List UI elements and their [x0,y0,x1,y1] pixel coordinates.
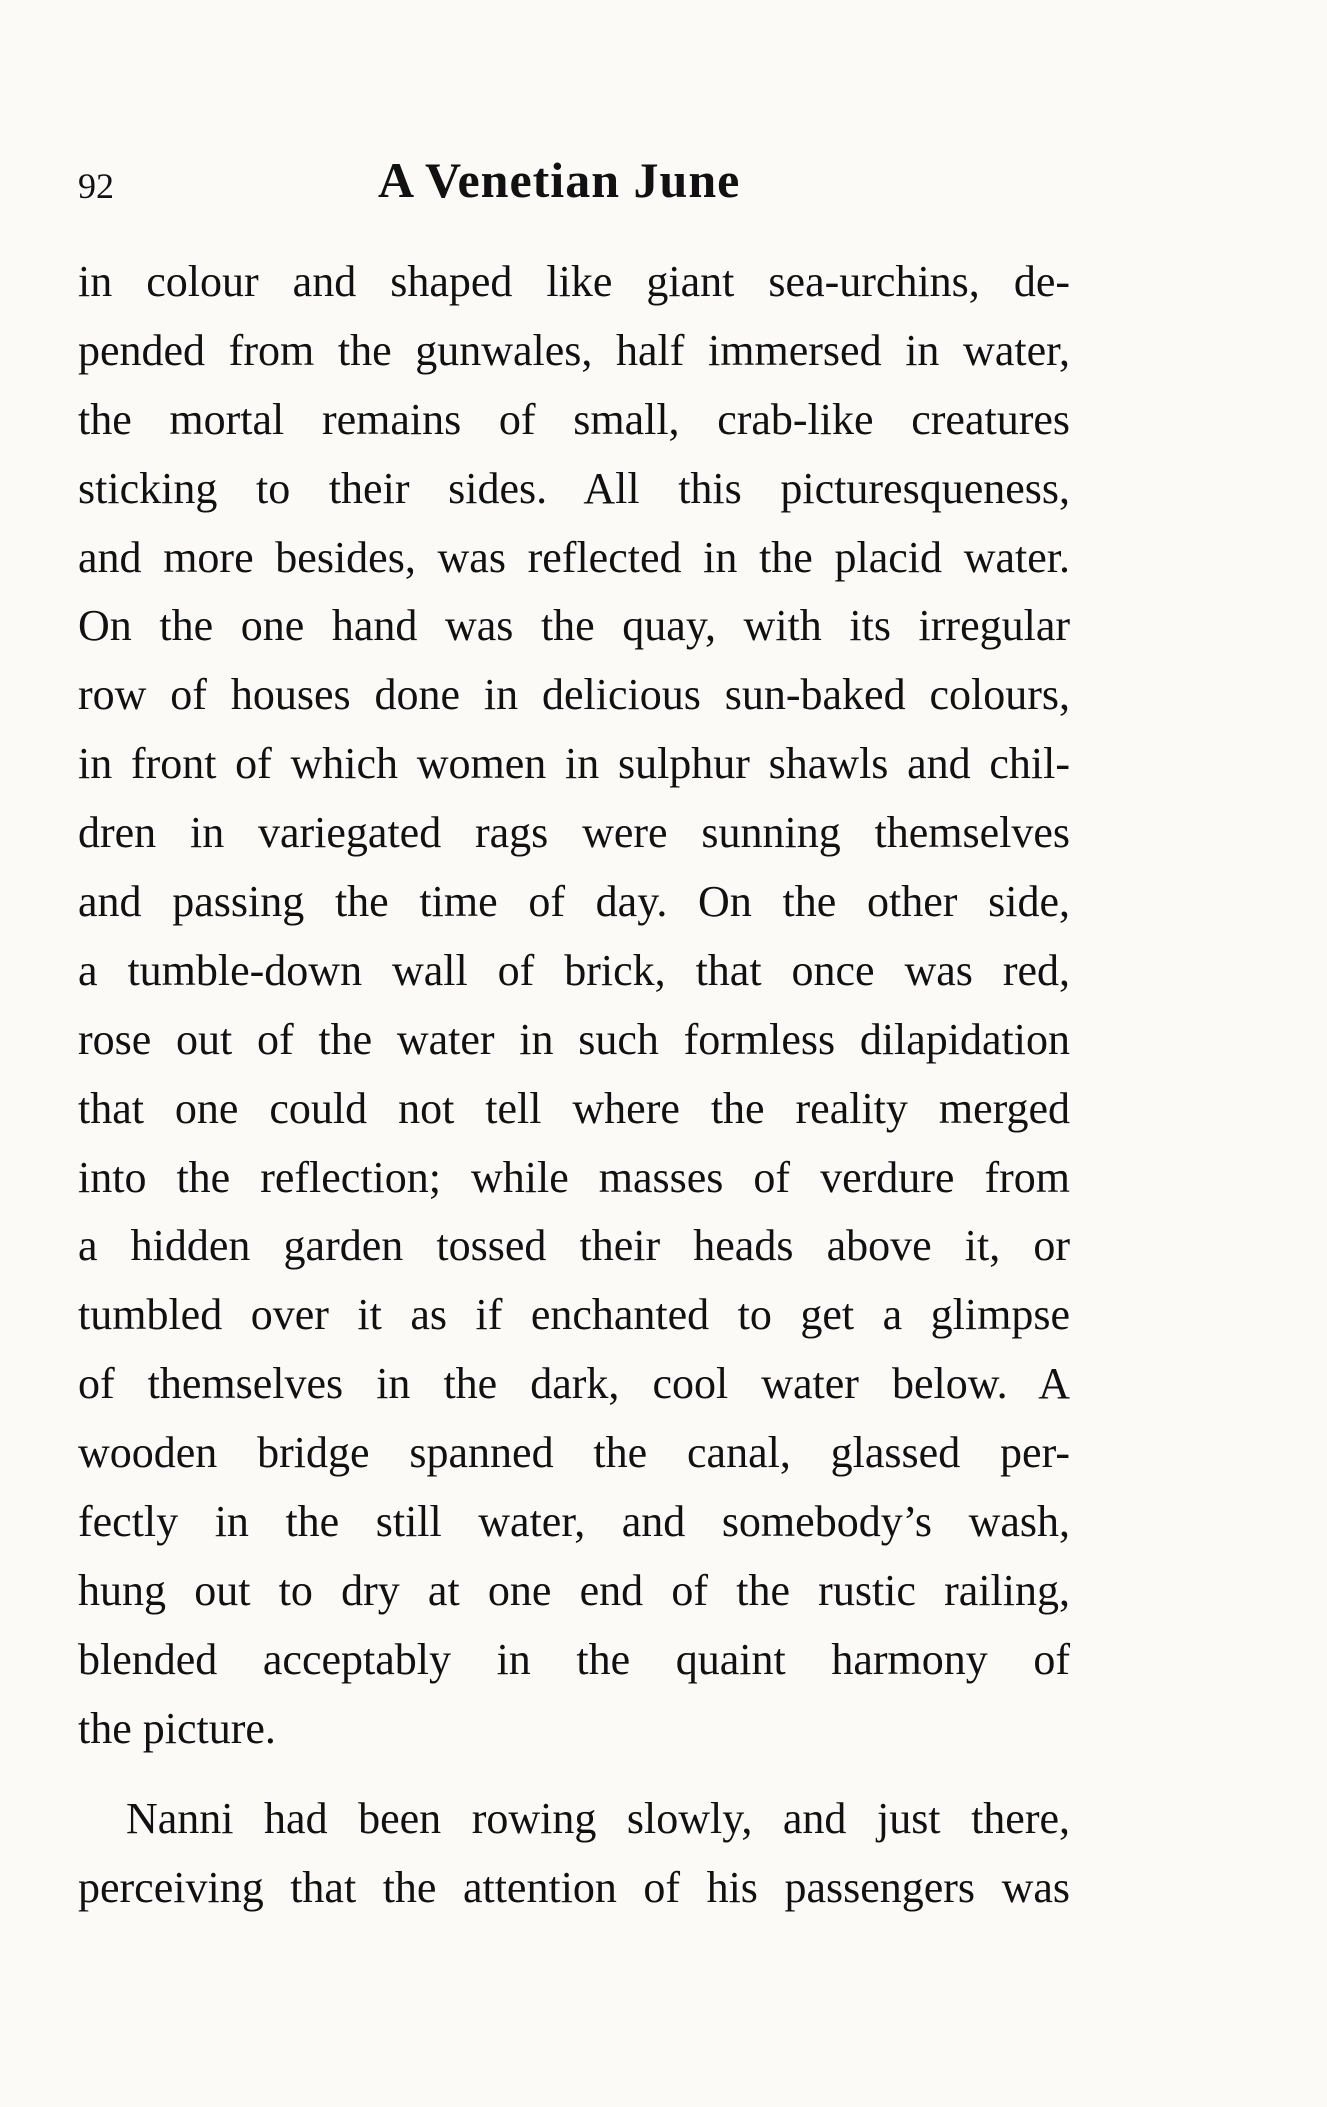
text-line: tumbled over it as if enchanted to get a glimpse [78,1290,1070,1340]
text-line: perceiving that the attention of his passengers was [78,1862,1070,1912]
text-line: in front of which women in sulphur shawls and chil- [78,739,1070,789]
page-number: 92 [78,166,114,206]
text-line: and more besides, was reflected in the placid water. [78,532,1070,582]
body-text [78,256,1070,1930]
text-line: a hidden garden tossed their heads above it, or [78,1221,1070,1271]
text-line: in colour and shaped like giant sea-urchins, de- [78,257,1070,306]
paragraph [78,1793,1070,1931]
text-line: sticking to their sides. All this picturesqueness, [78,463,1070,513]
text-line: a tumble-down wall of brick, that once was red, [78,945,1070,995]
text-line: row of houses done in delicious sun-baked colours, [78,670,1070,720]
text-line: On the one hand was the quay, with its irregular [78,601,1070,651]
text-line: fectly in the still water, and somebody’s wash, [78,1497,1070,1547]
text-line: wooden bridge spanned the canal, glassed per- [78,1428,1070,1478]
text-line: pended from the gunwales, half immersed in water, [78,325,1070,375]
text-line: blended acceptably in the quaint harmony of [78,1634,1070,1684]
text-line: of themselves in the dark, cool water below. A [78,1359,1070,1409]
text-line: the picture. [78,1703,276,1753]
text-line: Nanni had been rowing slowly, and just there, [126,1793,1070,1843]
text-line: hung out to dry at one end of the rustic railing, [78,1565,1070,1615]
text-line: into the reflection; while masses of verdure from [78,1152,1070,1202]
page-header [78,150,1078,220]
running-title: A Venetian June [378,152,741,208]
text-line: the mortal remains of small, crab-like creatures [78,394,1070,444]
text-line: that one could not tell where the reality merged [78,1083,1070,1133]
text-line: dren in variegated rags were sunning themselves [78,808,1070,858]
text-line: and passing the time of day. On the other side, [78,877,1070,927]
paragraph [78,256,1070,1793]
text-line: rose out of the water in such formless dilapidation [78,1014,1070,1064]
